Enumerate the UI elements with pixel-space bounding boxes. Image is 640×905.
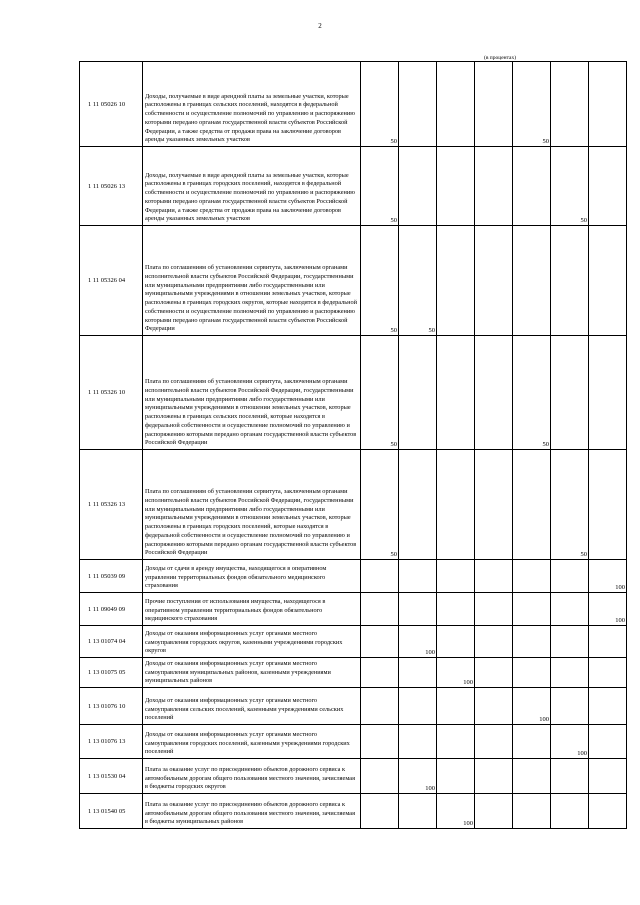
percentage-cell [589, 725, 627, 759]
budget-code-cell: 1 13 01074 04 [80, 626, 143, 658]
budget-code-cell: 1 11 05039 09 [80, 560, 143, 593]
revenue-description-cell: Доходы от сдачи в аренду имущества, находящегося в оперативном управлении территориальных фондов обязательного медицинского страхования [143, 560, 361, 593]
table-row [80, 688, 627, 725]
revenue-description-cell: Плата за оказание услуг по присоединению объектов дорожного сервиса к автомобильным дорогам общего пользования местного значения, зачисляемая в бюджеты городских округов [143, 759, 361, 794]
percentage-cell [551, 626, 589, 658]
percentage-cell: 100 [399, 626, 437, 658]
percentage-cell [475, 450, 513, 560]
budget-code-cell: 1 11 09049 09 [80, 593, 143, 626]
percentage-cell: 100 [399, 759, 437, 794]
percentage-cell: 50 [513, 62, 551, 147]
table-row [80, 450, 627, 560]
percentage-cell [589, 62, 627, 147]
percentage-cell [361, 688, 399, 725]
percentage-cell [589, 147, 627, 226]
percentage-cell [437, 688, 475, 725]
percentage-cell [513, 226, 551, 336]
budget-code-cell: 1 13 01076 10 [80, 688, 143, 725]
revenue-description-cell: Доходы от оказания информационных услуг органами местного самоуправления муниципальных районов, казенными учреждениями муниципальных районов [143, 658, 361, 688]
percentage-cell [513, 759, 551, 794]
percentage-cell [589, 226, 627, 336]
revenue-description-cell: Плата за оказание услуг по присоединению объектов дорожного сервиса к автомобильным дорогам общего пользования местного значения, зачисляемая в бюджеты муниципальных районов [143, 794, 361, 829]
percentage-cell [361, 759, 399, 794]
percentage-cell [475, 725, 513, 759]
percentage-cell [513, 560, 551, 593]
percentage-cell: 50 [399, 226, 437, 336]
page-number: 2 [318, 22, 322, 30]
percentage-cell: 100 [589, 560, 627, 593]
table-row [80, 147, 627, 226]
percentage-cell [475, 688, 513, 725]
percentage-cell [589, 688, 627, 725]
percentage-cell: 50 [361, 226, 399, 336]
percentage-cell [437, 560, 475, 593]
budget-code-cell: 1 11 05326 10 [80, 336, 143, 450]
percentage-cell [475, 336, 513, 450]
revenue-distribution-table [79, 61, 627, 829]
percentage-cell: 100 [437, 658, 475, 688]
table-row [80, 336, 627, 450]
percentage-cell [399, 794, 437, 829]
budget-code-cell: 1 13 01075 05 [80, 658, 143, 688]
percentage-cell [589, 626, 627, 658]
percentage-cell: 100 [437, 794, 475, 829]
percentage-cell [551, 62, 589, 147]
percentage-cell [475, 226, 513, 336]
percentage-cell: 50 [361, 62, 399, 147]
percentage-cell [437, 593, 475, 626]
table-row [80, 226, 627, 336]
percentage-cell [437, 450, 475, 560]
budget-code-cell: 1 11 05326 04 [80, 226, 143, 336]
revenue-description-cell: Доходы от оказания информационных услуг органами местного самоуправления сельских поселений, казенными учреждениями сельских поселений [143, 688, 361, 725]
revenue-description-cell: Доходы от оказания информационных услуг органами местного самоуправления городских поселений, казенными учреждениями городских поселений [143, 725, 361, 759]
percentage-cell [551, 688, 589, 725]
budget-code-cell: 1 11 05326 13 [80, 450, 143, 560]
percentage-cell [551, 759, 589, 794]
percentage-cell: 50 [513, 336, 551, 450]
percentage-cell [513, 593, 551, 626]
revenue-description-cell: Доходы, получаемые в виде арендной платы за земельные участки, которые расположены в границах городских поселений, находятся в федеральной собственности и осуществление полномочий по управлению и распоряжению которыми передано органам государственной власти субъектов Российской Федерации, а также средства от продажи права на заключение договоров аренды указанных земельных участков [143, 147, 361, 226]
percentage-cell [399, 62, 437, 147]
percentage-cell [399, 725, 437, 759]
table-row [80, 794, 627, 829]
percentage-cell: 50 [551, 450, 589, 560]
percentage-cell [361, 725, 399, 759]
percentage-cell [589, 658, 627, 688]
percentage-cell [513, 147, 551, 226]
percentage-cell [513, 658, 551, 688]
percentage-cell: 50 [551, 147, 589, 226]
percentage-cell [437, 759, 475, 794]
percentage-cell [551, 794, 589, 829]
revenue-description-cell: Плата по соглашениям об установлении сервитута, заключенным органами исполнительной власти субъектов Российской Федерации, государственными или муниципальными предприятиями либо государственными или муниципальными учреждениями в отношении земельных участков, которые расположены в границах городских округов, которые находятся в федеральной собственности и осуществление полномочий по управлению и распоряжению которыми передано органам государственной власти субъектов Российской Федерации [143, 226, 361, 336]
percentage-cell [589, 759, 627, 794]
percentage-cell [437, 725, 475, 759]
percentage-cell [475, 759, 513, 794]
budget-code-cell: 1 13 01076 13 [80, 725, 143, 759]
revenue-description-cell: Доходы от оказания информационных услуг органами местного самоуправления городских округов, казенными учреждениями городских округов [143, 626, 361, 658]
percentage-cell [399, 450, 437, 560]
percentage-cell [551, 560, 589, 593]
percentage-cell [437, 626, 475, 658]
percentage-cell: 50 [361, 147, 399, 226]
percentage-cell [551, 336, 589, 450]
percentage-cell [361, 626, 399, 658]
revenue-description-cell: Прочие поступления от использования имущества, находящегося в оперативном управлении территориальных фондов обязательного медицинского страхования [143, 593, 361, 626]
table-row [80, 593, 627, 626]
percentage-cell [475, 626, 513, 658]
table-row [80, 725, 627, 759]
table-row [80, 560, 627, 593]
percentage-cell [551, 226, 589, 336]
percentage-cell: 100 [513, 688, 551, 725]
table-row [80, 62, 627, 147]
units-note: (в процентах) [484, 55, 517, 61]
percentage-cell: 50 [361, 450, 399, 560]
percentage-cell [475, 658, 513, 688]
percentage-cell [361, 593, 399, 626]
revenue-description-cell: Плата по соглашениям об установлении сервитута, заключенным органами исполнительной власти субъектов Российской Федерации, государственными или муниципальными предприятиями либо государственными или муниципальными учреждениями в отношении земельных участков, которые расположены в границах сельских поселений, которые находятся в федеральной собственности и осуществление полномочий по управлению и распоряжению которыми передано органам государственной власти субъектов Российской Федерации [143, 336, 361, 450]
percentage-cell [399, 593, 437, 626]
percentage-cell [475, 794, 513, 829]
table-row [80, 658, 627, 688]
percentage-cell [589, 794, 627, 829]
percentage-cell [513, 450, 551, 560]
percentage-cell: 50 [361, 336, 399, 450]
percentage-cell [589, 450, 627, 560]
percentage-cell [437, 226, 475, 336]
percentage-cell [399, 560, 437, 593]
percentage-cell [437, 336, 475, 450]
percentage-cell [437, 62, 475, 147]
percentage-cell [475, 560, 513, 593]
budget-code-cell: 1 13 01540 05 [80, 794, 143, 829]
percentage-cell [589, 336, 627, 450]
percentage-cell [475, 147, 513, 226]
percentage-cell [437, 147, 475, 226]
percentage-cell [513, 725, 551, 759]
budget-code-cell: 1 11 05026 10 [80, 62, 143, 147]
percentage-cell [361, 794, 399, 829]
percentage-cell [475, 593, 513, 626]
percentage-cell [361, 560, 399, 593]
percentage-cell [399, 147, 437, 226]
revenue-description-cell: Плата по соглашениям об установлении сервитута, заключенным органами исполнительной власти субъектов Российской Федерации, государственными или муниципальными предприятиями либо государственными или муниципальными учреждениями в отношении земельных участков, которые расположены в границах городских поселений, которые находятся в федеральной собственности и осуществление полномочий по управлению и распоряжению которыми передано органам государственной власти субъектов Российской Федерации [143, 450, 361, 560]
budget-code-cell: 1 13 01530 04 [80, 759, 143, 794]
percentage-cell [399, 688, 437, 725]
percentage-cell [513, 626, 551, 658]
percentage-cell [513, 794, 551, 829]
percentage-cell: 100 [589, 593, 627, 626]
percentage-cell [399, 658, 437, 688]
budget-code-cell: 1 11 05026 13 [80, 147, 143, 226]
percentage-cell [361, 658, 399, 688]
table-row [80, 626, 627, 658]
percentage-cell [475, 62, 513, 147]
percentage-cell [551, 658, 589, 688]
percentage-cell: 100 [551, 725, 589, 759]
percentage-cell [399, 336, 437, 450]
revenue-description-cell: Доходы, получаемые в виде арендной платы за земельные участки, которые расположены в границах сельских поселений, находятся в федеральной собственности и осуществление полномочий по управлению и распоряжению которыми передано органам государственной власти субъектов Российской Федерации, а также средства от продажи права на заключение договоров аренды указанных земельных участков [143, 62, 361, 147]
percentage-cell [551, 593, 589, 626]
table-row [80, 759, 627, 794]
